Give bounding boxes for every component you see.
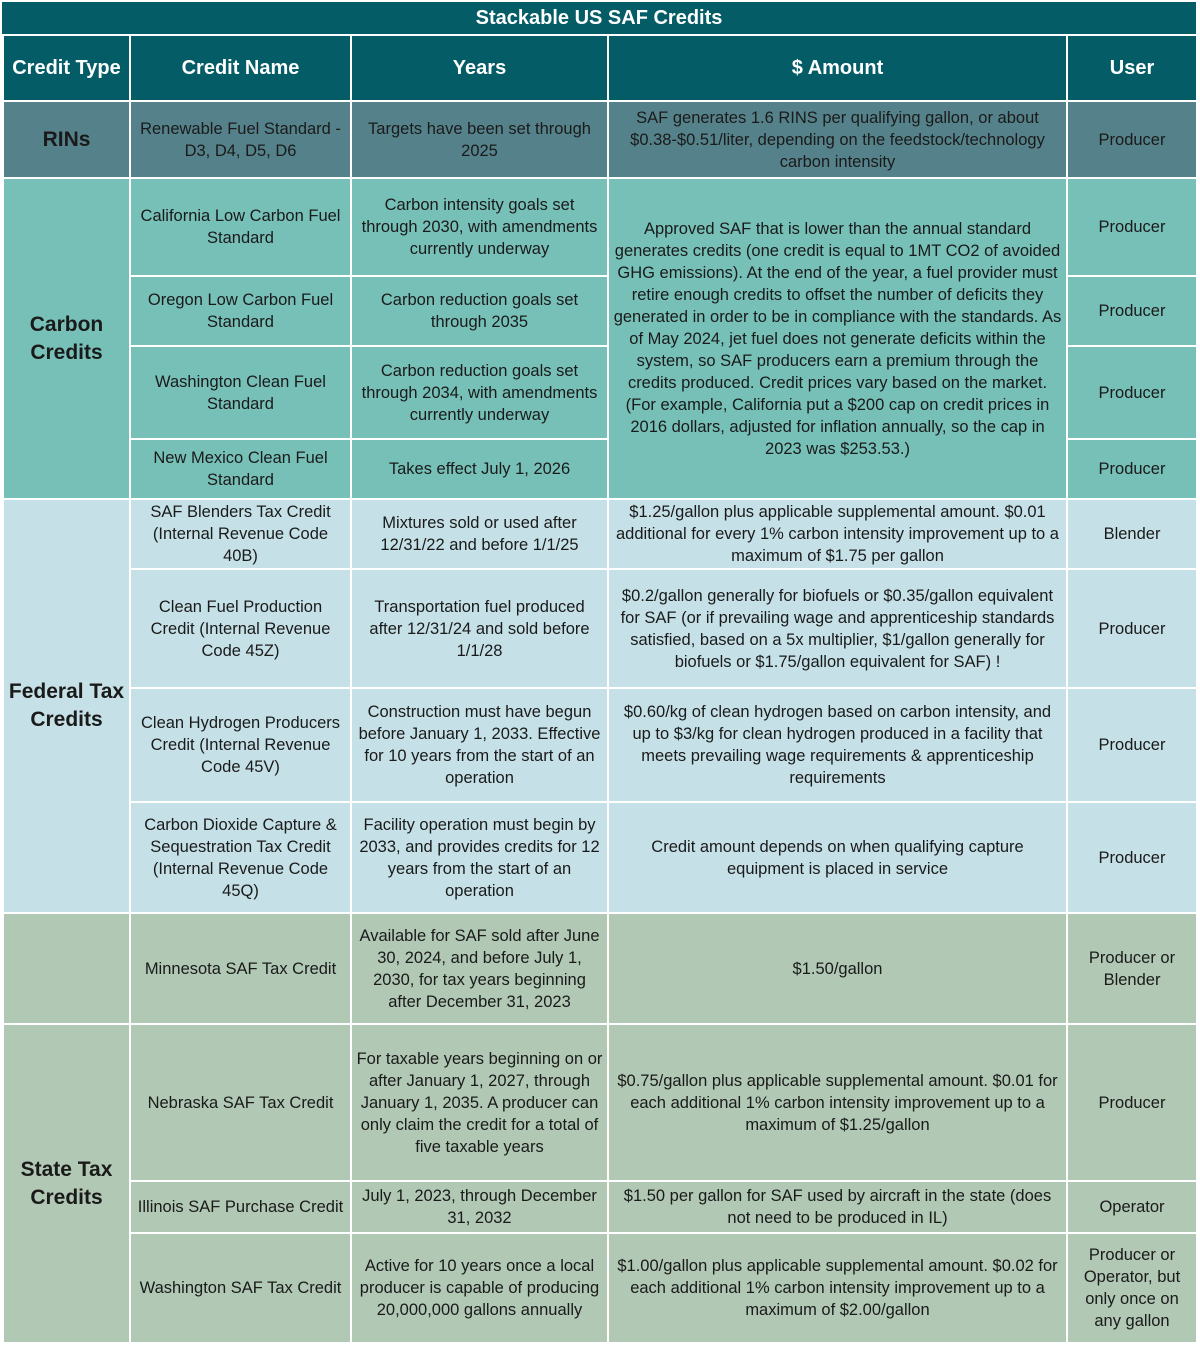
credit-user: Producer or Operator, but only once on any gallon (1067, 1233, 1197, 1343)
header-credit-name: Credit Name (130, 35, 351, 101)
credit-name: Washington Clean Fuel Standard (130, 346, 351, 439)
credit-name: SAF Blenders Tax Credit (Internal Revenue Code 40B) (130, 499, 351, 569)
credit-years: Carbon reduction goals set through 2035 (351, 276, 608, 346)
credit-name: Renewable Fuel Standard - D3, D4, D5, D6 (130, 101, 351, 178)
header-amount: $ Amount (608, 35, 1067, 101)
credit-type-state-blank (3, 913, 130, 1024)
credit-user: Producer (1067, 346, 1197, 439)
credit-type-carbon: Carbon Credits (3, 178, 130, 499)
table-row (3, 499, 1197, 569)
credit-amount: $1.00/gallon plus applicable supplemental amount. $0.02 for each additional 1% carbon intensity improvement up to a maximum of $2.00/gallon (608, 1233, 1067, 1343)
credit-years: Targets have been set through 2025 (351, 101, 608, 178)
credit-amount: $1.25/gallon plus applicable supplemental amount. $0.01 additional for every 1% carbon intensity improvement up to a maximum of $1.75 per gallon (608, 499, 1067, 569)
table-row (3, 1181, 1197, 1233)
header-years: Years (351, 35, 608, 101)
credit-amount: SAF generates 1.6 RINS per qualifying gallon, or about $0.38-$0.51/liter, depending on the feedstock/technology carbon intensity (608, 101, 1067, 178)
table-row (3, 802, 1197, 913)
credit-amount: Credit amount depends on when qualifying capture equipment is placed in service (608, 802, 1067, 913)
credit-amount: $1.50 per gallon for SAF used by aircraft in the state (does not need to be produced in IL) (608, 1181, 1067, 1233)
credit-name: California Low Carbon Fuel Standard (130, 178, 351, 276)
credit-type-rins: RINs (3, 101, 130, 178)
credit-years: Active for 10 years once a local producer is capable of producing 20,000,000 gallons annually (351, 1233, 608, 1343)
table-row (3, 101, 1197, 178)
credit-years: July 1, 2023, through December 31, 2032 (351, 1181, 608, 1233)
credit-user: Producer (1067, 439, 1197, 499)
table-row (3, 1233, 1197, 1343)
table-row (3, 688, 1197, 802)
table-row (3, 569, 1197, 688)
credit-amount: $0.60/kg of clean hydrogen based on carbon intensity, and up to $3/kg for clean hydrogen produced in a facility that meets prevailing wage requirements & apprenticeship requirements (608, 688, 1067, 802)
credit-user: Producer (1067, 569, 1197, 688)
credits-table (2, 34, 1198, 1344)
credit-user: Producer (1067, 101, 1197, 178)
table-row (3, 178, 1197, 276)
credit-name: Clean Hydrogen Producers Credit (Internal Revenue Code 45V) (130, 688, 351, 802)
credit-user: Producer (1067, 802, 1197, 913)
credit-name: Oregon Low Carbon Fuel Standard (130, 276, 351, 346)
credit-amount: $0.75/gallon plus applicable supplemental amount. $0.01 for each additional 1% carbon intensity improvement up to a maximum of $1.25/gallon (608, 1024, 1067, 1181)
credit-type-federal: Federal Tax Credits (3, 499, 130, 913)
credit-years: Carbon reduction goals set through 2034, with amendments currently underway (351, 346, 608, 439)
table-row (3, 913, 1197, 1024)
credit-name: New Mexico Clean Fuel Standard (130, 439, 351, 499)
carbon-credits-amount: Approved SAF that is lower than the annual standard generates credits (one credit is equal to 1MT CO2 of avoided GHG emissions). At the end of the year, a fuel provider must retire enough credits to offset the number of deficits they generated in order to be in compliance with the standards. As of May 2024, jet fuel does not generate deficits within the system, so SAF producers earn a premium through the credits produced. Credit prices vary based on the market. (For example, California put a $200 cap on credit prices in 2016 dollars, adjusted for inflation annually, so the cap in 2023 was $253.53.) (608, 178, 1067, 499)
header-user: User (1067, 35, 1197, 101)
credit-user: Blender (1067, 499, 1197, 569)
table-title: Stackable US SAF Credits (2, 2, 1196, 34)
credit-years: Facility operation must begin by 2033, and provides credits for 12 years from the start of an operation (351, 802, 608, 913)
credit-user: Producer (1067, 178, 1197, 276)
table-row (3, 1024, 1197, 1181)
credit-type-state: State Tax Credits (3, 1024, 130, 1343)
credit-years: For taxable years beginning on or after January 1, 2027, through January 1, 2035. A producer can only claim the credit for a total of five taxable years (351, 1024, 608, 1181)
credit-user: Producer (1067, 688, 1197, 802)
credit-amount: $0.2/gallon generally for biofuels or $0.35/gallon equivalent for SAF (or if prevailing wage and apprenticeship standards satisfied, based on a 5x multiplier, $1/gallon generally for biofuels or $1.75/gallon equivalent for SAF) ! (608, 569, 1067, 688)
credit-name: Clean Fuel Production Credit (Internal Revenue Code 45Z) (130, 569, 351, 688)
header-row (3, 35, 1197, 101)
credit-user: Operator (1067, 1181, 1197, 1233)
credit-name: Nebraska SAF Tax Credit (130, 1024, 351, 1181)
credit-years: Transportation fuel produced after 12/31/24 and sold before 1/1/28 (351, 569, 608, 688)
credit-name: Illinois SAF Purchase Credit (130, 1181, 351, 1233)
header-credit-type: Credit Type (3, 35, 130, 101)
credit-name: Washington SAF Tax Credit (130, 1233, 351, 1343)
credit-years: Available for SAF sold after June 30, 2024, and before July 1, 2030, for tax years beginning after December 31, 2023 (351, 913, 608, 1024)
credit-years: Takes effect July 1, 2026 (351, 439, 608, 499)
credit-user: Producer (1067, 1024, 1197, 1181)
credit-user: Producer (1067, 276, 1197, 346)
credit-amount: $1.50/gallon (608, 913, 1067, 1024)
credit-user: Producer or Blender (1067, 913, 1197, 1024)
credit-years: Carbon intensity goals set through 2030, with amendments currently underway (351, 178, 608, 276)
credit-name: Carbon Dioxide Capture & Sequestration Tax Credit (Internal Revenue Code 45Q) (130, 802, 351, 913)
credit-years: Mixtures sold or used after 12/31/22 and before 1/1/25 (351, 499, 608, 569)
credit-name: Minnesota SAF Tax Credit (130, 913, 351, 1024)
credit-years: Construction must have begun before January 1, 2033. Effective for 10 years from the start of an operation (351, 688, 608, 802)
